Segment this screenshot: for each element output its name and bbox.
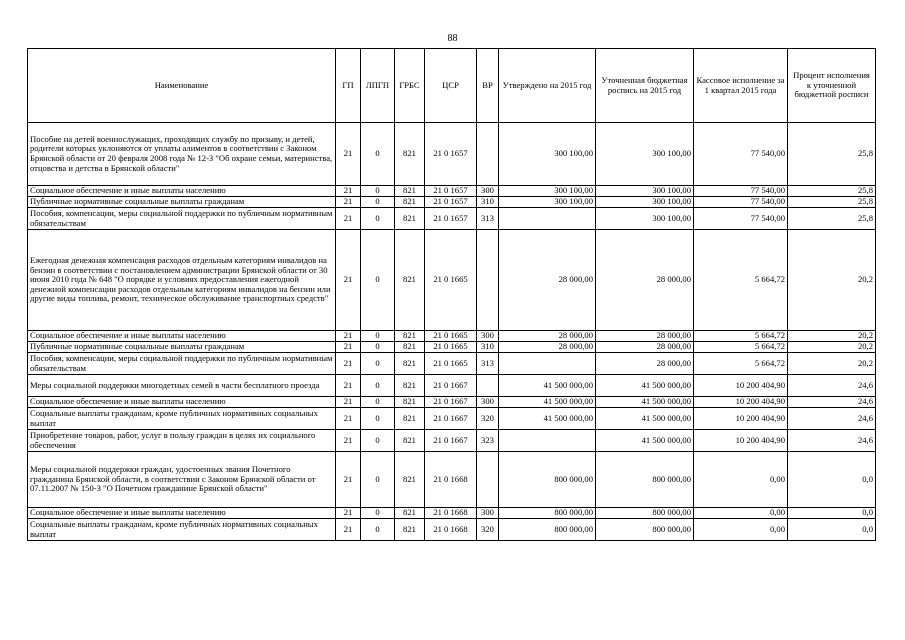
row-cash: 5 664,72	[694, 331, 788, 342]
row-gp: 21	[336, 230, 361, 331]
row-grbs: 821	[395, 123, 425, 186]
table-row	[28, 353, 876, 375]
row-grbs: 821	[395, 508, 425, 519]
row-approved: 41 500 000,00	[499, 375, 596, 397]
row-lpgp: 0	[361, 197, 395, 208]
row-cash: 77 540,00	[694, 208, 788, 230]
table-row	[28, 375, 876, 397]
row-csr: 21 0 1657	[425, 123, 477, 186]
table-row	[28, 408, 876, 430]
row-name: Меры социальной поддержки многодетных семей в части бесплатного проезда	[28, 375, 336, 397]
table-row	[28, 123, 876, 186]
row-vr: 313	[477, 208, 499, 230]
row-grbs: 821	[395, 208, 425, 230]
row-refined: 28 000,00	[596, 331, 694, 342]
row-gp: 21	[336, 342, 361, 353]
row-csr: 21 0 1657	[425, 186, 477, 197]
row-refined: 800 000,00	[596, 452, 694, 508]
row-approved: 800 000,00	[499, 452, 596, 508]
row-csr: 21 0 1665	[425, 342, 477, 353]
row-gp: 21	[336, 353, 361, 375]
row-approved: 41 500 000,00	[499, 408, 596, 430]
row-cash: 0,00	[694, 519, 788, 541]
row-csr: 21 0 1657	[425, 197, 477, 208]
row-vr: 300	[477, 186, 499, 197]
row-refined: 800 000,00	[596, 519, 694, 541]
row-percent: 0,0	[788, 519, 876, 541]
row-percent: 0,0	[788, 452, 876, 508]
row-refined: 800 000,00	[596, 508, 694, 519]
table-row	[28, 508, 876, 519]
row-csr: 21 0 1667	[425, 375, 477, 397]
row-grbs: 821	[395, 342, 425, 353]
row-grbs: 821	[395, 397, 425, 408]
row-percent: 24,6	[788, 375, 876, 397]
row-cash: 10 200 404,90	[694, 397, 788, 408]
row-grbs: 821	[395, 331, 425, 342]
row-gp: 21	[336, 197, 361, 208]
row-gp: 21	[336, 408, 361, 430]
row-csr: 21 0 1667	[425, 397, 477, 408]
table-row	[28, 342, 876, 353]
header-grbs: ГРБС	[395, 49, 425, 123]
row-lpgp: 0	[361, 508, 395, 519]
row-cash: 10 200 404,90	[694, 408, 788, 430]
row-name: Социальное обеспечение и иные выплаты населению	[28, 331, 336, 342]
row-csr: 21 0 1657	[425, 208, 477, 230]
row-percent: 0,0	[788, 508, 876, 519]
row-percent: 24,6	[788, 408, 876, 430]
row-name: Публичные нормативные социальные выплаты гражданам	[28, 197, 336, 208]
row-vr	[477, 452, 499, 508]
row-csr: 21 0 1665	[425, 353, 477, 375]
row-percent: 25,8	[788, 197, 876, 208]
row-approved: 28 000,00	[499, 342, 596, 353]
row-name: Социальные выплаты гражданам, кроме публичных нормативных социальных выплат	[28, 408, 336, 430]
row-percent: 20,2	[788, 230, 876, 331]
row-percent: 24,6	[788, 397, 876, 408]
row-refined: 300 100,00	[596, 123, 694, 186]
header-vr: ВР	[477, 49, 499, 123]
table-row	[28, 186, 876, 197]
row-refined: 300 100,00	[596, 197, 694, 208]
row-percent: 20,2	[788, 331, 876, 342]
row-approved: 300 100,00	[499, 197, 596, 208]
row-cash: 5 664,72	[694, 353, 788, 375]
row-vr: 300	[477, 508, 499, 519]
row-lpgp: 0	[361, 519, 395, 541]
row-lpgp: 0	[361, 208, 395, 230]
row-grbs: 821	[395, 375, 425, 397]
table-row	[28, 197, 876, 208]
row-name: Социальное обеспечение и иные выплаты населению	[28, 508, 336, 519]
row-name: Ежегодная денежная компенсация расходов отдельным категориям инвалидов на бензин в соответствии с постановлением администрации Брянской области от 30 июня 2010 года № 648 "О порядке и условиях предоставления ежегодной денежной компенсации расходов отдельным категориям инвалидов на бензин или другие виды топлива, ремонт, техническое обслуживание транспортных средств"	[28, 230, 336, 331]
header-refined: Уточненная бюджетная роспись на 2015 год	[596, 49, 694, 123]
row-lpgp: 0	[361, 123, 395, 186]
row-refined: 28 000,00	[596, 342, 694, 353]
header-gp: ГП	[336, 49, 361, 123]
header-percent: Процент исполнения к уточненной бюджетной росписи	[788, 49, 876, 123]
header-name: Наименование	[28, 49, 336, 123]
row-gp: 21	[336, 430, 361, 452]
row-gp: 21	[336, 123, 361, 186]
row-csr: 21 0 1665	[425, 230, 477, 331]
row-vr: 310	[477, 197, 499, 208]
row-grbs: 821	[395, 197, 425, 208]
row-refined: 41 500 000,00	[596, 430, 694, 452]
row-refined: 41 500 000,00	[596, 375, 694, 397]
row-lpgp: 0	[361, 353, 395, 375]
row-cash: 5 664,72	[694, 230, 788, 331]
row-approved: 800 000,00	[499, 508, 596, 519]
table-row	[28, 430, 876, 452]
row-grbs: 821	[395, 186, 425, 197]
budget-table	[27, 48, 876, 541]
header-lpgp: ЛПГП	[361, 49, 395, 123]
row-percent: 20,2	[788, 342, 876, 353]
row-lpgp: 0	[361, 342, 395, 353]
row-lpgp: 0	[361, 230, 395, 331]
row-vr: 323	[477, 430, 499, 452]
header-approved: Утверждено на 2015 год	[499, 49, 596, 123]
row-cash: 77 540,00	[694, 197, 788, 208]
row-approved: 300 100,00	[499, 186, 596, 197]
page-number: 88	[447, 33, 458, 44]
row-cash: 0,00	[694, 508, 788, 519]
row-vr: 320	[477, 408, 499, 430]
row-gp: 21	[336, 331, 361, 342]
row-percent: 25,8	[788, 208, 876, 230]
row-name: Пособия, компенсации, меры социальной поддержки по публичным нормативным обязательствам	[28, 208, 336, 230]
row-cash: 10 200 404,90	[694, 375, 788, 397]
row-grbs: 821	[395, 230, 425, 331]
row-refined: 300 100,00	[596, 186, 694, 197]
row-gp: 21	[336, 375, 361, 397]
row-cash: 5 664,72	[694, 342, 788, 353]
header-csr: ЦСР	[425, 49, 477, 123]
row-lpgp: 0	[361, 331, 395, 342]
row-refined: 41 500 000,00	[596, 397, 694, 408]
row-vr	[477, 230, 499, 331]
row-grbs: 821	[395, 353, 425, 375]
row-lpgp: 0	[361, 452, 395, 508]
row-vr	[477, 375, 499, 397]
table-row	[28, 208, 876, 230]
row-name: Пособие на детей военнослужащих, проходящих службу по призыву, и детей, родители которых уклоняются от уплаты алиментов в соответствии с Законом Брянской области от 20 февраля 2008 года № 12-З "Об охране семьи, материнства, отцовства и детства в Брянской области"	[28, 123, 336, 186]
row-name: Социальные выплаты гражданам, кроме публичных нормативных социальных выплат	[28, 519, 336, 541]
row-name: Пособия, компенсации, меры социальной поддержки по публичным нормативным обязательствам	[28, 353, 336, 375]
row-vr: 313	[477, 353, 499, 375]
row-csr: 21 0 1668	[425, 519, 477, 541]
row-approved: 41 500 000,00	[499, 397, 596, 408]
table-row	[28, 230, 876, 331]
row-refined: 28 000,00	[596, 353, 694, 375]
row-refined: 28 000,00	[596, 230, 694, 331]
row-vr: 320	[477, 519, 499, 541]
row-grbs: 821	[395, 430, 425, 452]
row-lpgp: 0	[361, 408, 395, 430]
header-cash: Кассовое исполнение за 1 квартал 2015 года	[694, 49, 788, 123]
row-name: Публичные нормативные социальные выплаты гражданам	[28, 342, 336, 353]
row-percent: 20,2	[788, 353, 876, 375]
row-percent: 25,8	[788, 123, 876, 186]
row-vr: 300	[477, 397, 499, 408]
row-gp: 21	[336, 508, 361, 519]
row-lpgp: 0	[361, 430, 395, 452]
row-approved	[499, 430, 596, 452]
table-row	[28, 331, 876, 342]
row-percent: 24,6	[788, 430, 876, 452]
row-csr: 21 0 1667	[425, 430, 477, 452]
row-lpgp: 0	[361, 375, 395, 397]
header-row	[28, 49, 876, 123]
row-grbs: 821	[395, 452, 425, 508]
row-grbs: 821	[395, 519, 425, 541]
row-approved: 28 000,00	[499, 230, 596, 331]
row-approved: 28 000,00	[499, 331, 596, 342]
row-refined: 41 500 000,00	[596, 408, 694, 430]
row-lpgp: 0	[361, 186, 395, 197]
row-gp: 21	[336, 186, 361, 197]
row-cash: 77 540,00	[694, 123, 788, 186]
row-refined: 300 100,00	[596, 208, 694, 230]
row-csr: 21 0 1665	[425, 331, 477, 342]
row-approved: 300 100,00	[499, 123, 596, 186]
row-gp: 21	[336, 519, 361, 541]
row-gp: 21	[336, 208, 361, 230]
row-csr: 21 0 1668	[425, 508, 477, 519]
row-csr: 21 0 1667	[425, 408, 477, 430]
row-gp: 21	[336, 452, 361, 508]
row-approved: 800 000,00	[499, 519, 596, 541]
row-grbs: 821	[395, 408, 425, 430]
row-name: Социальное обеспечение и иные выплаты населению	[28, 186, 336, 197]
row-cash: 77 540,00	[694, 186, 788, 197]
row-approved	[499, 353, 596, 375]
row-vr: 300	[477, 331, 499, 342]
table-row	[28, 519, 876, 541]
table-row	[28, 397, 876, 408]
row-gp: 21	[336, 397, 361, 408]
row-csr: 21 0 1668	[425, 452, 477, 508]
row-vr: 310	[477, 342, 499, 353]
row-cash: 0,00	[694, 452, 788, 508]
row-name: Приобретение товаров, работ, услуг в пользу граждан в целях их социального обеспечения	[28, 430, 336, 452]
table-row	[28, 452, 876, 508]
row-approved	[499, 208, 596, 230]
row-vr	[477, 123, 499, 186]
row-name: Социальное обеспечение и иные выплаты населению	[28, 397, 336, 408]
row-percent: 25,8	[788, 186, 876, 197]
row-name: Меры социальной поддержки граждан, удостоенных звания Почетного гражданина Брянской области, в соответствии с Законом Брянской области от 07.11.2007 № 150-З "О Почетном гражданине Брянской области"	[28, 452, 336, 508]
row-lpgp: 0	[361, 397, 395, 408]
row-cash: 10 200 404,90	[694, 430, 788, 452]
